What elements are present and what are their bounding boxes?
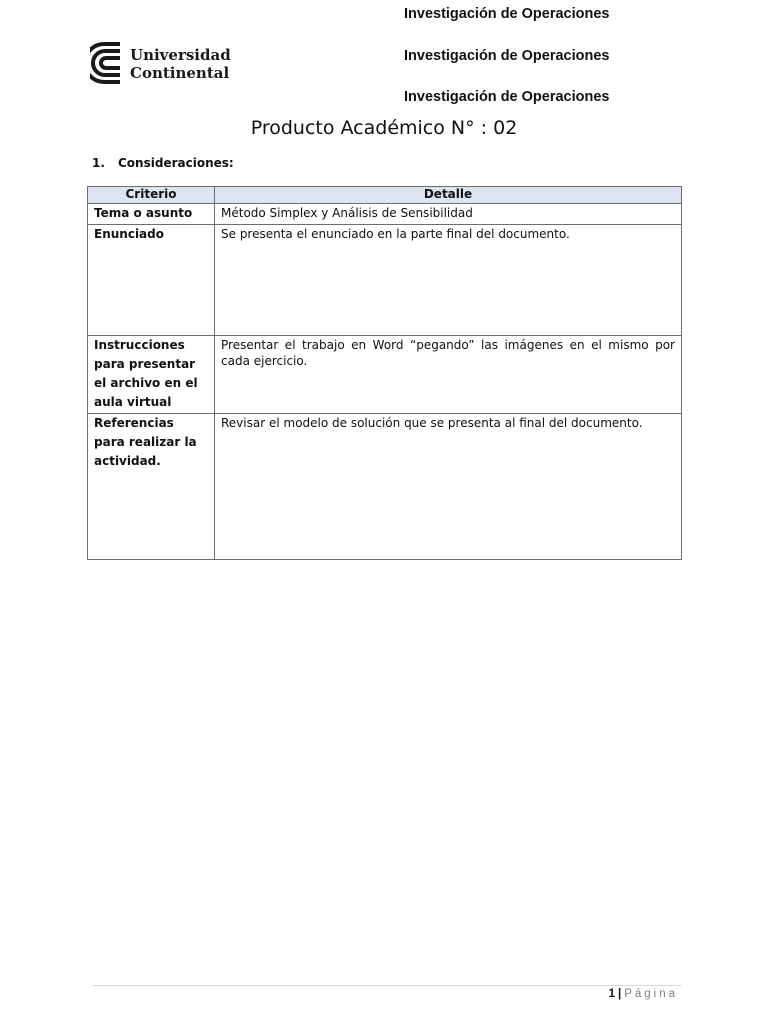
table-row: [88, 336, 682, 414]
section-label: Consideraciones:: [118, 156, 234, 170]
header-criterio: Criterio: [88, 187, 215, 204]
criterio-cell: Tema o asunto: [88, 204, 215, 225]
footer-divider: [92, 985, 682, 986]
table-header-row: [88, 187, 682, 204]
header-course-name-2: Investigación de Operaciones: [404, 48, 610, 64]
detalle-cell: Se presenta el enunciado en la parte final del documento.: [215, 225, 682, 336]
page-label: Página: [624, 988, 678, 1000]
criterio-cell: Referencias para realizar la actividad.: [88, 414, 215, 560]
page-number: 1: [608, 988, 615, 1000]
page-footer: [609, 988, 678, 1000]
table-row: [88, 204, 682, 225]
detalle-cell: Revisar el modelo de solución que se presenta al final del documento.: [215, 414, 682, 560]
detalle-cell: Método Simplex y Análisis de Sensibilidad: [215, 204, 682, 225]
logo-text-line2: Continental: [130, 64, 230, 82]
header-course-name-3: Investigación de Operaciones: [404, 89, 610, 105]
section-number: 1.: [92, 156, 105, 170]
table-row: [88, 225, 682, 336]
university-logo: [90, 40, 250, 86]
header-detalle: Detalle: [215, 187, 682, 204]
header-course-name-1: Investigación de Operaciones: [404, 6, 610, 22]
criterio-cell: Instrucciones para presentar el archivo en el aula virtual: [88, 336, 215, 414]
section-heading: [92, 156, 234, 170]
university-logo-icon: [90, 44, 120, 82]
table-row: [88, 414, 682, 560]
document-title: Producto Académico N° : 02: [250, 117, 518, 139]
footer-separator: |: [617, 988, 622, 1000]
criterio-cell: Enunciado: [88, 225, 215, 336]
criteria-table: [87, 186, 682, 560]
detalle-cell: Presentar el trabajo en Word “pegando” las imágenes en el mismo por cada ejercicio.: [215, 336, 682, 414]
logo-text-line1: Universidad: [130, 46, 231, 64]
